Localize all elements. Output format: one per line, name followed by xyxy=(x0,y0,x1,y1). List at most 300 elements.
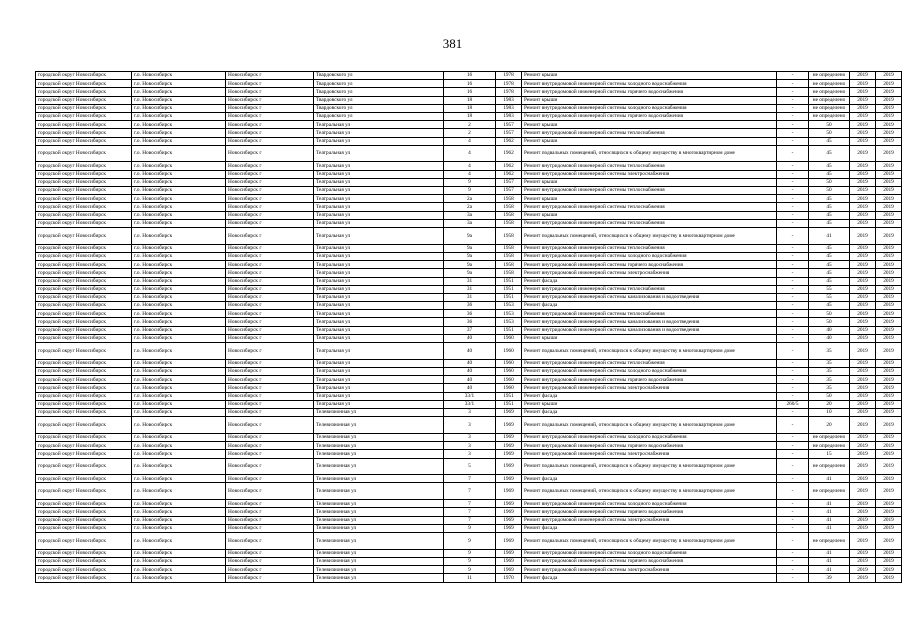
cell-street: Твардовского ул xyxy=(314,72,444,80)
cell-house-number: 9а xyxy=(444,252,496,260)
cell-build-year: 1969 xyxy=(496,417,522,434)
cell-volume: - xyxy=(777,516,809,524)
table-row xyxy=(36,277,902,285)
cell-street: Театральная ул xyxy=(314,129,444,137)
cell-house-number: 40 xyxy=(444,359,496,367)
cell-wear: 45 xyxy=(809,162,850,170)
cell-street: Театральная ул xyxy=(314,244,444,252)
cell-volume: - xyxy=(777,524,809,532)
cell-settlement: Новосибирск г xyxy=(226,170,314,178)
cell-end-year: 2019 xyxy=(876,187,902,195)
table-row xyxy=(36,187,902,195)
table-row xyxy=(36,219,902,227)
cell-settlement: Новосибирск г xyxy=(226,392,314,400)
cell-plan-year: 2019 xyxy=(850,302,876,310)
cell-wear: 41 xyxy=(809,524,850,532)
cell-plan-year: 2019 xyxy=(850,408,876,416)
cell-plan-year: 2019 xyxy=(850,450,876,458)
cell-district: городской округ Новосибирск xyxy=(36,574,132,582)
cell-plan-year: 2019 xyxy=(850,558,876,566)
cell-municipality: г.о. Новосибирск xyxy=(132,458,226,475)
cell-end-year: 2019 xyxy=(876,252,902,260)
cell-municipality: г.о. Новосибирск xyxy=(132,112,226,120)
cell-plan-year: 2019 xyxy=(850,137,876,145)
cell-volume: - xyxy=(777,195,809,203)
cell-district: городской округ Новосибирск xyxy=(36,392,132,400)
cell-wear: 41 xyxy=(809,227,850,244)
cell-end-year: 2019 xyxy=(876,145,902,162)
cell-settlement: Новосибирск г xyxy=(226,516,314,524)
cell-municipality: г.о. Новосибирск xyxy=(132,359,226,367)
cell-house-number: 3 xyxy=(444,442,496,450)
cell-work-type: Ремонт внутридомовой инженерной системы электроснабжения xyxy=(522,566,777,574)
cell-plan-year: 2019 xyxy=(850,508,876,516)
table-body xyxy=(36,72,902,583)
cell-end-year: 2019 xyxy=(876,112,902,120)
cell-street: Театральная ул xyxy=(314,392,444,400)
cell-work-type: Ремонт фасада xyxy=(522,524,777,532)
table-row xyxy=(36,475,902,483)
cell-street: Театральная ул xyxy=(314,400,444,408)
cell-build-year: 1960 xyxy=(496,343,522,360)
cell-plan-year: 2019 xyxy=(850,343,876,360)
cell-house-number: 9а xyxy=(444,261,496,269)
cell-settlement: Новосибирск г xyxy=(226,475,314,483)
cell-volume: - xyxy=(777,261,809,269)
cell-build-year: 1957 xyxy=(496,178,522,186)
cell-settlement: Новосибирск г xyxy=(226,244,314,252)
cell-build-year: 1969 xyxy=(496,516,522,524)
cell-volume: - xyxy=(777,129,809,137)
cell-district: городской округ Новосибирск xyxy=(36,129,132,137)
cell-volume: - xyxy=(777,566,809,574)
cell-wear: 50 xyxy=(809,178,850,186)
cell-build-year: 1983 xyxy=(496,96,522,104)
cell-plan-year: 2019 xyxy=(850,227,876,244)
cell-end-year: 2019 xyxy=(876,88,902,96)
table-row xyxy=(36,145,902,162)
cell-district: городской округ Новосибирск xyxy=(36,244,132,252)
cell-settlement: Новосибирск г xyxy=(226,574,314,582)
cell-municipality: г.о. Новосибирск xyxy=(132,211,226,219)
cell-wear: 41 xyxy=(809,500,850,508)
cell-volume: - xyxy=(777,285,809,293)
cell-settlement: Новосибирск г xyxy=(226,343,314,360)
cell-build-year: 1960 xyxy=(496,384,522,392)
cell-house-number: 2 xyxy=(444,121,496,129)
cell-district: городской округ Новосибирск xyxy=(36,137,132,145)
cell-street: Твардовского ул xyxy=(314,80,444,88)
cell-wear: не определено xyxy=(809,442,850,450)
cell-work-type: Ремонт внутридомовой инженерной системы теплоснабжения xyxy=(522,359,777,367)
cell-work-type: Ремонт внутридомовой инженерной системы холодного водоснабжения xyxy=(522,104,777,112)
cell-volume: - xyxy=(777,483,809,500)
cell-build-year: 1960 xyxy=(496,334,522,342)
cell-wear: не определено xyxy=(809,533,850,550)
table-row xyxy=(36,244,902,252)
cell-settlement: Новосибирск г xyxy=(226,269,314,277)
cell-municipality: г.о. Новосибирск xyxy=(132,318,226,326)
cell-work-type: Ремонт внутридомовой инженерной системы теплоснабжения xyxy=(522,285,777,293)
cell-work-type: Ремонт фасада xyxy=(522,475,777,483)
cell-build-year: 1978 xyxy=(496,88,522,96)
cell-house-number: 2а xyxy=(444,203,496,211)
cell-municipality: г.о. Новосибирск xyxy=(132,392,226,400)
cell-district: городской округ Новосибирск xyxy=(36,376,132,384)
cell-district: городской округ Новосибирск xyxy=(36,318,132,326)
cell-district: городской округ Новосибирск xyxy=(36,170,132,178)
cell-end-year: 2019 xyxy=(876,450,902,458)
cell-wear: 55 xyxy=(809,285,850,293)
cell-work-type: Ремонт внутридомовой инженерной системы горячего водоснабжения xyxy=(522,112,777,120)
table-row xyxy=(36,203,902,211)
cell-district: городской округ Новосибирск xyxy=(36,334,132,342)
cell-end-year: 2019 xyxy=(876,203,902,211)
cell-district: городской округ Новосибирск xyxy=(36,384,132,392)
cell-work-type: Ремонт внутридомовой инженерной системы теплоснабжения xyxy=(522,244,777,252)
cell-volume: 260/5 xyxy=(777,400,809,408)
cell-end-year: 2019 xyxy=(876,310,902,318)
cell-municipality: г.о. Новосибирск xyxy=(132,293,226,301)
cell-end-year: 2019 xyxy=(876,574,902,582)
cell-street: Телевизионная ул xyxy=(314,408,444,416)
cell-plan-year: 2019 xyxy=(850,417,876,434)
cell-street: Театральная ул xyxy=(314,170,444,178)
cell-end-year: 2019 xyxy=(876,293,902,301)
cell-wear: 41 xyxy=(809,516,850,524)
cell-municipality: г.о. Новосибирск xyxy=(132,343,226,360)
cell-volume: - xyxy=(777,475,809,483)
cell-district: городской округ Новосибирск xyxy=(36,558,132,566)
cell-volume: - xyxy=(777,417,809,434)
cell-district: городской округ Новосибирск xyxy=(36,302,132,310)
cell-work-type: Ремонт подвальных помещений, относящихся к общему имуществу в многоквартирном доме xyxy=(522,483,777,500)
cell-district: городской округ Новосибирск xyxy=(36,516,132,524)
cell-municipality: г.о. Новосибирск xyxy=(132,566,226,574)
cell-build-year: 1962 xyxy=(496,137,522,145)
cell-end-year: 2019 xyxy=(876,417,902,434)
cell-street: Театральная ул xyxy=(314,178,444,186)
cell-settlement: Новосибирск г xyxy=(226,187,314,195)
cell-wear: 35 xyxy=(809,376,850,384)
cell-municipality: г.о. Новосибирск xyxy=(132,244,226,252)
table-row xyxy=(36,326,902,334)
table-row xyxy=(36,261,902,269)
cell-volume: - xyxy=(777,376,809,384)
cell-work-type: Ремонт внутридомовой инженерной системы горячего водоснабжения xyxy=(522,508,777,516)
cell-volume: - xyxy=(777,458,809,475)
cell-build-year: 1951 xyxy=(496,293,522,301)
cell-work-type: Ремонт крыши xyxy=(522,334,777,342)
cell-house-number: 36 xyxy=(444,318,496,326)
cell-house-number: 36 xyxy=(444,310,496,318)
cell-street: Театральная ул xyxy=(314,227,444,244)
cell-work-type: Ремонт внутридомовой инженерной системы электроснабжения xyxy=(522,269,777,277)
cell-build-year: 1969 xyxy=(496,408,522,416)
cell-build-year: 1958 xyxy=(496,219,522,227)
cell-district: городской округ Новосибирск xyxy=(36,211,132,219)
cell-district: городской округ Новосибирск xyxy=(36,343,132,360)
cell-plan-year: 2019 xyxy=(850,170,876,178)
cell-settlement: Новосибирск г xyxy=(226,219,314,227)
cell-build-year: 1953 xyxy=(496,318,522,326)
cell-wear: не определено xyxy=(809,80,850,88)
cell-build-year: 1969 xyxy=(496,524,522,532)
cell-municipality: г.о. Новосибирск xyxy=(132,88,226,96)
cell-build-year: 1958 xyxy=(496,227,522,244)
cell-plan-year: 2019 xyxy=(850,162,876,170)
cell-settlement: Новосибирск г xyxy=(226,227,314,244)
cell-plan-year: 2019 xyxy=(850,442,876,450)
cell-street: Театральная ул xyxy=(314,269,444,277)
cell-end-year: 2019 xyxy=(876,72,902,80)
cell-wear: 41 xyxy=(809,566,850,574)
table-row xyxy=(36,293,902,301)
cell-work-type: Ремонт внутридомовой инженерной системы холодного водоснабжения xyxy=(522,500,777,508)
cell-plan-year: 2019 xyxy=(850,261,876,269)
cell-build-year: 1969 xyxy=(496,500,522,508)
cell-settlement: Новосибирск г xyxy=(226,549,314,557)
cell-volume: - xyxy=(777,104,809,112)
cell-municipality: г.о. Новосибирск xyxy=(132,433,226,441)
cell-house-number: 40 xyxy=(444,343,496,360)
cell-municipality: г.о. Новосибирск xyxy=(132,104,226,112)
cell-district: городской округ Новосибирск xyxy=(36,368,132,376)
cell-plan-year: 2019 xyxy=(850,211,876,219)
cell-plan-year: 2019 xyxy=(850,566,876,574)
cell-plan-year: 2019 xyxy=(850,574,876,582)
cell-street: Телевизионная ул xyxy=(314,483,444,500)
cell-municipality: г.о. Новосибирск xyxy=(132,269,226,277)
cell-volume: - xyxy=(777,269,809,277)
cell-district: городской округ Новосибирск xyxy=(36,219,132,227)
cell-end-year: 2019 xyxy=(876,458,902,475)
cell-house-number: 4 xyxy=(444,137,496,145)
cell-plan-year: 2019 xyxy=(850,203,876,211)
cell-wear: 50 xyxy=(809,121,850,129)
cell-municipality: г.о. Новосибирск xyxy=(132,178,226,186)
table-row xyxy=(36,302,902,310)
cell-build-year: 1960 xyxy=(496,368,522,376)
cell-street: Театральная ул xyxy=(314,137,444,145)
cell-end-year: 2019 xyxy=(876,121,902,129)
table-row xyxy=(36,574,902,582)
cell-build-year: 1958 xyxy=(496,269,522,277)
cell-house-number: 40 xyxy=(444,376,496,384)
cell-end-year: 2019 xyxy=(876,96,902,104)
cell-municipality: г.о. Новосибирск xyxy=(132,524,226,532)
cell-end-year: 2019 xyxy=(876,376,902,384)
cell-house-number: 33/1 xyxy=(444,400,496,408)
cell-district: городской округ Новосибирск xyxy=(36,433,132,441)
cell-plan-year: 2019 xyxy=(850,359,876,367)
cell-end-year: 2019 xyxy=(876,285,902,293)
cell-settlement: Новосибирск г xyxy=(226,80,314,88)
cell-work-type: Ремонт крыши xyxy=(522,178,777,186)
cell-wear: не определено xyxy=(809,88,850,96)
cell-municipality: г.о. Новосибирск xyxy=(132,137,226,145)
cell-plan-year: 2019 xyxy=(850,72,876,80)
cell-volume: - xyxy=(777,137,809,145)
cell-settlement: Новосибирск г xyxy=(226,72,314,80)
cell-district: городской округ Новосибирск xyxy=(36,178,132,186)
cell-municipality: г.о. Новосибирск xyxy=(132,326,226,334)
cell-district: городской округ Новосибирск xyxy=(36,252,132,260)
cell-end-year: 2019 xyxy=(876,549,902,557)
cell-district: городской округ Новосибирск xyxy=(36,261,132,269)
cell-work-type: Ремонт внутридомовой инженерной системы холодного водоснабжения xyxy=(522,433,777,441)
cell-wear: не определено xyxy=(809,72,850,80)
table-row xyxy=(36,433,902,441)
cell-build-year: 1969 xyxy=(496,533,522,550)
cell-wear: 20 xyxy=(809,417,850,434)
cell-end-year: 2019 xyxy=(876,137,902,145)
cell-work-type: Ремонт внутридомовой инженерной системы электроснабжения xyxy=(522,384,777,392)
cell-volume: - xyxy=(777,318,809,326)
cell-house-number: 7 xyxy=(444,508,496,516)
cell-house-number: 7 xyxy=(444,500,496,508)
cell-volume: - xyxy=(777,500,809,508)
cell-street: Театральная ул xyxy=(314,376,444,384)
cell-wear: 40 xyxy=(809,326,850,334)
cell-house-number: 3 xyxy=(444,450,496,458)
cell-work-type: Ремонт подвальных помещений, относящихся к общему имуществу в многоквартирном доме xyxy=(522,533,777,550)
cell-work-type: Ремонт внутридомовой инженерной системы теплоснабжения xyxy=(522,310,777,318)
cell-settlement: Новосибирск г xyxy=(226,104,314,112)
cell-settlement: Новосибирск г xyxy=(226,558,314,566)
cell-municipality: г.о. Новосибирск xyxy=(132,508,226,516)
cell-street: Театральная ул xyxy=(314,343,444,360)
cell-street: Театральная ул xyxy=(314,145,444,162)
cell-build-year: 1962 xyxy=(496,162,522,170)
cell-end-year: 2019 xyxy=(876,400,902,408)
cell-build-year: 1951 xyxy=(496,277,522,285)
cell-build-year: 1969 xyxy=(496,566,522,574)
cell-volume: - xyxy=(777,558,809,566)
cell-volume: - xyxy=(777,170,809,178)
cell-volume: - xyxy=(777,392,809,400)
cell-work-type: Ремонт внутридомовой инженерной системы теплоснабжения xyxy=(522,219,777,227)
cell-plan-year: 2019 xyxy=(850,195,876,203)
cell-municipality: г.о. Новосибирск xyxy=(132,129,226,137)
cell-wear: 45 xyxy=(809,302,850,310)
cell-build-year: 1969 xyxy=(496,442,522,450)
cell-street: Телевизионная ул xyxy=(314,450,444,458)
table-row xyxy=(36,285,902,293)
cell-wear: не определено xyxy=(809,96,850,104)
cell-work-type: Ремонт внутридомовой инженерной системы канализования и водоотведения xyxy=(522,293,777,301)
table-row xyxy=(36,137,902,145)
cell-volume: - xyxy=(777,88,809,96)
cell-street: Театральная ул xyxy=(314,277,444,285)
cell-municipality: г.о. Новосибирск xyxy=(132,558,226,566)
cell-plan-year: 2019 xyxy=(850,318,876,326)
cell-settlement: Новосибирск г xyxy=(226,96,314,104)
cell-build-year: 1978 xyxy=(496,80,522,88)
cell-plan-year: 2019 xyxy=(850,252,876,260)
cell-settlement: Новосибирск г xyxy=(226,121,314,129)
cell-wear: 45 xyxy=(809,261,850,269)
cell-end-year: 2019 xyxy=(876,343,902,360)
cell-volume: - xyxy=(777,80,809,88)
cell-street: Телевизионная ул xyxy=(314,458,444,475)
cell-street: Театральная ул xyxy=(314,261,444,269)
cell-work-type: Ремонт внутридомовой инженерной системы канализования и водоотведения xyxy=(522,326,777,334)
cell-work-type: Ремонт фасада xyxy=(522,408,777,416)
cell-settlement: Новосибирск г xyxy=(226,508,314,516)
table-row xyxy=(36,310,902,318)
cell-volume: - xyxy=(777,533,809,550)
cell-work-type: Ремонт крыши xyxy=(522,96,777,104)
cell-house-number: 3 xyxy=(444,408,496,416)
cell-house-number: 36 xyxy=(444,302,496,310)
cell-plan-year: 2019 xyxy=(850,516,876,524)
cell-build-year: 1958 xyxy=(496,203,522,211)
cell-wear: 50 xyxy=(809,318,850,326)
cell-settlement: Новосибирск г xyxy=(226,162,314,170)
cell-volume: - xyxy=(777,334,809,342)
table-row xyxy=(36,368,902,376)
cell-end-year: 2019 xyxy=(876,80,902,88)
cell-district: городской округ Новосибирск xyxy=(36,508,132,516)
cell-work-type: Ремонт крыши xyxy=(522,211,777,219)
cell-street: Телевизионная ул xyxy=(314,500,444,508)
table-row xyxy=(36,558,902,566)
cell-wear: не определено xyxy=(809,433,850,441)
cell-wear: не определено xyxy=(809,458,850,475)
table-row xyxy=(36,566,902,574)
cell-end-year: 2019 xyxy=(876,475,902,483)
cell-work-type: Ремонт внутридомовой инженерной системы канализования и водоотведения xyxy=(522,318,777,326)
cell-wear: 41 xyxy=(809,508,850,516)
cell-plan-year: 2019 xyxy=(850,500,876,508)
cell-wear: 45 xyxy=(809,269,850,277)
cell-build-year: 1962 xyxy=(496,170,522,178)
table-row xyxy=(36,376,902,384)
cell-plan-year: 2019 xyxy=(850,433,876,441)
cell-municipality: г.о. Новосибирск xyxy=(132,417,226,434)
cell-house-number: 16 xyxy=(444,80,496,88)
cell-build-year: 1969 xyxy=(496,549,522,557)
cell-district: городской округ Новосибирск xyxy=(36,112,132,120)
cell-plan-year: 2019 xyxy=(850,334,876,342)
cell-wear: 45 xyxy=(809,252,850,260)
cell-plan-year: 2019 xyxy=(850,121,876,129)
cell-settlement: Новосибирск г xyxy=(226,500,314,508)
cell-street: Твардовского ул xyxy=(314,96,444,104)
cell-volume: - xyxy=(777,368,809,376)
cell-work-type: Ремонт крыши xyxy=(522,121,777,129)
cell-house-number: 3а xyxy=(444,219,496,227)
cell-settlement: Новосибирск г xyxy=(226,310,314,318)
cell-volume: - xyxy=(777,252,809,260)
cell-district: городской округ Новосибирск xyxy=(36,326,132,334)
cell-settlement: Новосибирск г xyxy=(226,400,314,408)
cell-settlement: Новосибирск г xyxy=(226,285,314,293)
table-row xyxy=(36,112,902,120)
cell-volume: - xyxy=(777,211,809,219)
cell-district: городской округ Новосибирск xyxy=(36,277,132,285)
cell-end-year: 2019 xyxy=(876,533,902,550)
table-row xyxy=(36,533,902,550)
cell-house-number: 31 xyxy=(444,277,496,285)
cell-house-number: 18 xyxy=(444,96,496,104)
cell-municipality: г.о. Новосибирск xyxy=(132,162,226,170)
cell-municipality: г.о. Новосибирск xyxy=(132,574,226,582)
cell-plan-year: 2019 xyxy=(850,400,876,408)
cell-settlement: Новосибирск г xyxy=(226,211,314,219)
cell-build-year: 1951 xyxy=(496,326,522,334)
